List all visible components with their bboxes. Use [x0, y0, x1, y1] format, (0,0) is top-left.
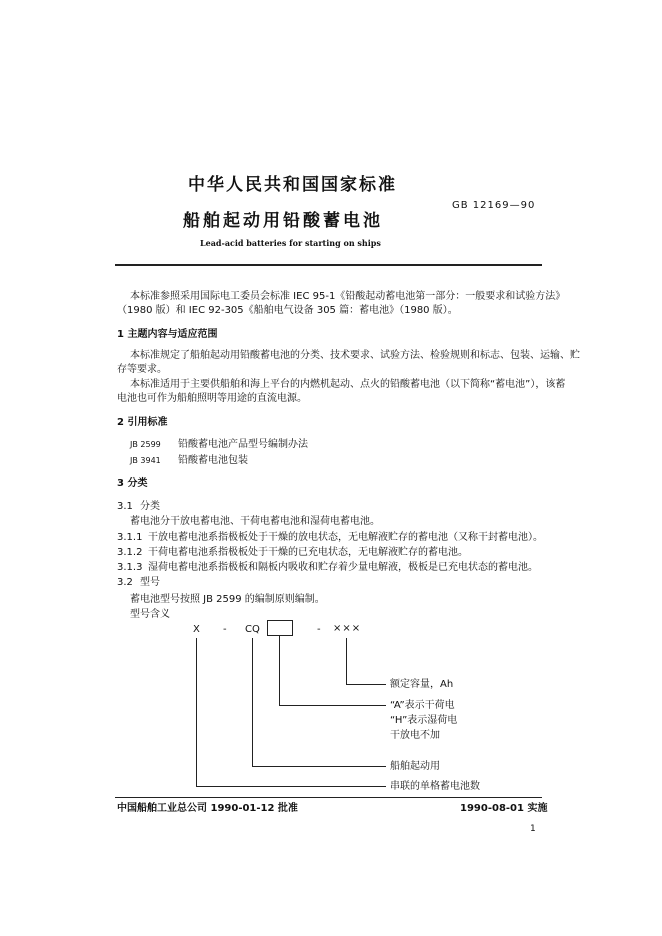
ref-1-code: JB 2599 [130, 440, 161, 449]
effective-date: 1990-08-01 实施 [460, 803, 548, 814]
intro-line-2: （1980 版）和 IEC 92-305《船舶电气设备 305 篇：蓄电池》（1980 版）。 [117, 305, 458, 316]
token-dash-1: - [223, 624, 227, 635]
section-3-1-text: 蓄电池分干放电蓄电池、干荷电蓄电池和湿荷电蓄电池。 [130, 516, 380, 527]
capacity-connector-vertical [346, 638, 347, 684]
intro-line-1: 本标准参照采用国际电工委员会标准 IEC 95-1《铅酸起动蓄电池第一部分：一般要求和试验方法》 [130, 291, 566, 302]
national-standard-title: 中华人民共和国国家标准 [188, 175, 397, 195]
label-dry-charged: “A”表示干荷电 [390, 700, 455, 711]
token-cq: CQ [245, 624, 260, 635]
section-1-p2-line2: 电池也可作为船舶照明等用途的直流电源。 [117, 393, 307, 404]
section-3-2-meaning: 型号含义 [130, 609, 170, 620]
section-1-heading: 1 主题内容与适应范围 [117, 329, 218, 340]
capacity-connector-horizontal [346, 684, 386, 685]
standard-code: GB 12169—90 [452, 200, 536, 211]
section-3-heading: 3 分类 [117, 478, 148, 489]
cq-connector-vertical [252, 638, 253, 766]
header-rule [115, 264, 542, 266]
label-ship-starting: 船舶起动用 [390, 761, 440, 772]
page-number: 1 [530, 824, 536, 834]
section-3-1-number: 3.1 [117, 501, 133, 512]
section-2-heading: 2 引用标准 [117, 417, 168, 428]
section-3-1-2-number: 3.1.2 [117, 547, 143, 558]
document-title-cn: 船舶起动用铅酸蓄电池 [183, 211, 383, 231]
section-3-1-1-number: 3.1.1 [117, 532, 143, 543]
label-cell-count: 串联的单格蓄电池数 [390, 781, 480, 792]
x-connector-vertical [196, 638, 197, 786]
section-3-2-title: 型号 [140, 577, 160, 588]
section-3-2-text: 蓄电池型号按照 JB 2599 的编制原则编制。 [130, 594, 325, 605]
type-connector-horizontal [279, 705, 386, 706]
section-1-p1-line1: 本标准规定了船舶起动用铅酸蓄电池的分类、技术要求、试验方法、检验规则和标志、包装、运输、贮 [130, 350, 580, 361]
section-3-1-3-number: 3.1.3 [117, 562, 143, 573]
section-1-p1-line2: 存等要求。 [117, 364, 167, 375]
token-type-box [267, 620, 293, 636]
token-xxx: ××× [333, 623, 362, 634]
issuer-approval: 中国船舶工业总公司 1990-01-12 批准 [117, 803, 298, 814]
token-dash-2: - [317, 624, 321, 635]
ref-2-title: 铅酸蓄电池包装 [178, 455, 248, 466]
section-3-1-2-text: 干荷电蓄电池系指极板处于干燥的已充电状态，无电解液贮存的蓄电池。 [148, 547, 468, 558]
x-connector-horizontal [196, 786, 386, 787]
section-3-1-3-text: 湿荷电蓄电池系指极板和隔板内吸收和贮存着少量电解液，极板是已充电状态的蓄电池。 [148, 562, 538, 573]
section-3-1-1-text: 干放电蓄电池系指极板处于干燥的放电状态，无电解液贮存的蓄电池（又称干封蓄电池）。 [148, 532, 543, 543]
label-dry-discharged: 干放电不加 [390, 730, 440, 741]
cq-connector-horizontal [252, 766, 386, 767]
footer-rule [115, 797, 542, 798]
ref-1-title: 铅酸蓄电池产品型号编制办法 [178, 439, 308, 450]
section-3-1-title: 分类 [140, 501, 160, 512]
document-title-en: Lead-acid batteries for starting on ships [200, 238, 381, 248]
ref-2-code: JB 3941 [130, 456, 161, 465]
label-capacity: 额定容量，Ah [390, 679, 454, 690]
section-1-p2-line1: 本标准适用于主要供船舶和海上平台的内燃机起动、点火的铅酸蓄电池（以下简称“蓄电池”），该蓄 [130, 379, 566, 390]
token-x: X [193, 624, 200, 635]
section-3-2-number: 3.2 [117, 577, 133, 588]
label-wet-charged: “H”表示湿荷电 [390, 715, 458, 726]
type-connector-vertical [279, 636, 280, 705]
